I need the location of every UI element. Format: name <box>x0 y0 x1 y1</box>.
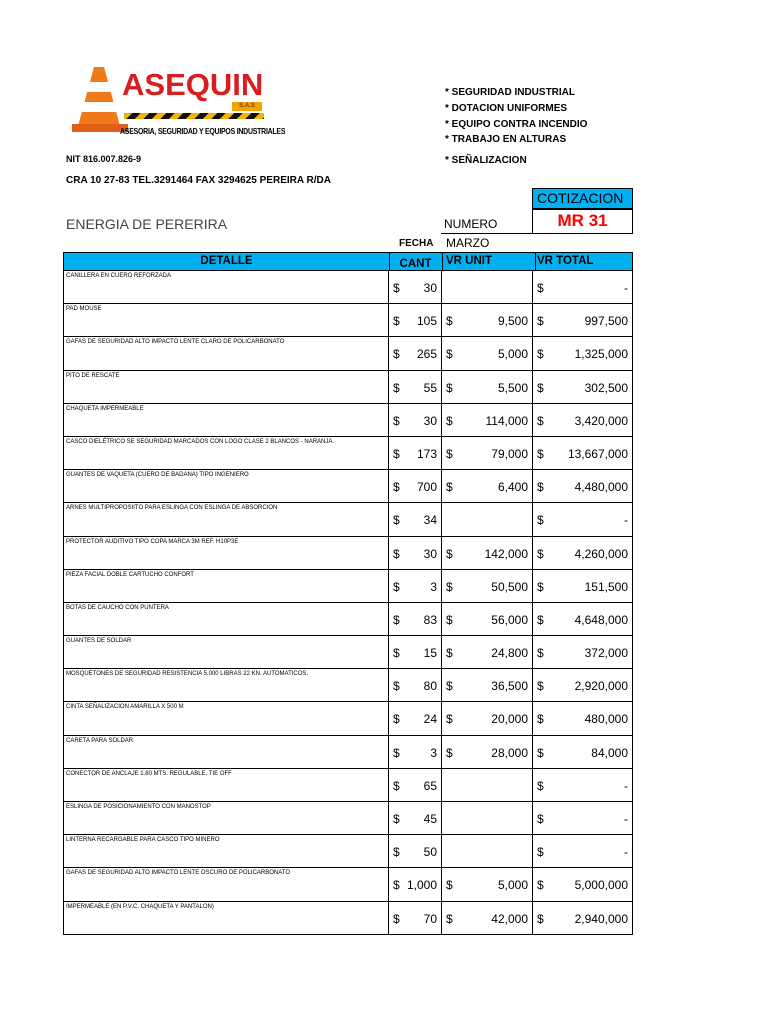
cell-vr-unit <box>442 702 533 734</box>
cell-cant-value: 105 <box>416 314 437 329</box>
cell-vr-total <box>533 570 632 602</box>
cell-vr-total-value: - <box>624 812 628 826</box>
table-row <box>63 371 633 404</box>
cell-cant <box>389 702 442 734</box>
cell-cant <box>389 835 442 867</box>
table-row <box>63 503 633 536</box>
cell-vr-unit <box>442 636 533 668</box>
currency-symbol: $ <box>446 745 453 760</box>
cell-vr-total <box>533 371 632 403</box>
cell-detalle: PAD MOUSE <box>64 304 389 336</box>
cell-detalle: GAFAS DE SEGURIDAD ALTO IMPACTO LENTE OSCURO DE POLICARBONATO <box>64 868 389 900</box>
cell-vr-unit <box>442 470 533 502</box>
cell-detalle: GAFAS DE SEGURIDAD ALTO IMPACTO LENTE CLARO DE POLICARBONATO <box>64 337 389 369</box>
cell-vr-unit <box>442 304 533 336</box>
currency-symbol: $ <box>446 679 453 694</box>
currency-symbol: $ <box>446 546 453 561</box>
cell-vr-unit-value: 50,500 <box>491 579 528 594</box>
cell-cant-value: 700 <box>416 480 437 495</box>
table-row <box>63 769 633 802</box>
cell-vr-unit <box>442 337 533 369</box>
quote-number-label: NUMERO <box>441 211 532 234</box>
cell-detalle: LINTERNA RECARGABLE PARA CASCO TIPO MINERO <box>64 835 389 867</box>
table-row <box>63 736 633 769</box>
cell-vr-total-value: - <box>624 845 628 860</box>
cell-vr-unit-value: 5,500 <box>497 380 528 395</box>
cell-cant-value: 15 <box>423 646 437 661</box>
currency-symbol: $ <box>393 314 400 329</box>
date-label: FECHA <box>399 238 434 249</box>
cell-cant-value: 265 <box>416 347 437 362</box>
cell-vr-unit <box>442 769 533 801</box>
service-item: * SEGURIDAD INDUSTRIAL <box>445 87 576 98</box>
cell-cant <box>389 868 442 900</box>
table-row <box>63 669 633 702</box>
table-row <box>63 570 633 603</box>
cell-vr-unit-value: 6,400 <box>497 480 528 495</box>
currency-symbol: $ <box>446 380 453 395</box>
quote-number: MR 31 <box>532 209 633 234</box>
company-address: CRA 10 27-83 TEL.3291464 FAX 3294625 PEREIRA R/DA <box>66 175 331 186</box>
cell-vr-unit <box>442 868 533 900</box>
cell-vr-total <box>533 537 632 569</box>
currency-symbol: $ <box>393 480 400 495</box>
currency-symbol: $ <box>537 612 544 627</box>
cell-vr-unit <box>442 802 533 834</box>
currency-symbol: $ <box>393 546 400 561</box>
cell-cant-value: 83 <box>423 612 437 627</box>
cell-vr-unit <box>442 437 533 469</box>
currency-symbol: $ <box>393 911 400 926</box>
service-item: * DOTACION UNIFORMES <box>445 103 568 114</box>
header-detalle: DETALLE <box>64 253 390 270</box>
currency-symbol: $ <box>393 281 400 295</box>
cell-cant-value: 30 <box>423 413 437 428</box>
cell-cant-value: 65 <box>423 778 437 793</box>
cell-vr-unit-value: 142,000 <box>484 546 528 561</box>
cell-vr-total <box>533 802 632 834</box>
currency-symbol: $ <box>446 612 453 627</box>
cell-vr-total <box>533 769 632 801</box>
cell-vr-unit <box>442 371 533 403</box>
currency-symbol: $ <box>393 380 400 395</box>
table-row <box>63 304 633 337</box>
cell-cant <box>389 470 442 502</box>
cell-detalle: MOSQUETONES DE SEGURIDAD RESISTENCIA 5.000 LIBRAS 22 KN. AUTOMATICOS. <box>64 669 389 701</box>
table-row <box>63 271 633 304</box>
cell-cant <box>389 802 442 834</box>
cell-vr-total-value: 4,648,000 <box>574 612 628 627</box>
company-nit: NIT 816.007.826-9 <box>66 154 142 164</box>
cell-vr-total-value: 4,480,000 <box>574 480 628 495</box>
cell-vr-unit <box>442 570 533 602</box>
cell-cant-value: 34 <box>423 513 437 528</box>
cell-vr-total <box>533 337 632 369</box>
currency-symbol: $ <box>393 878 400 893</box>
cell-vr-unit <box>442 669 533 701</box>
currency-symbol: $ <box>537 281 544 295</box>
cell-vr-total-value: 372,000 <box>584 646 628 661</box>
table-row <box>63 702 633 735</box>
currency-symbol: $ <box>393 712 400 727</box>
cell-vr-total-value: 2,920,000 <box>574 679 628 694</box>
cell-vr-total-value: 3,420,000 <box>574 413 628 428</box>
cell-vr-total <box>533 271 632 303</box>
cell-cant <box>389 636 442 668</box>
quote-title: COTIZACION <box>532 188 633 209</box>
cell-vr-unit <box>442 835 533 867</box>
currency-symbol: $ <box>537 314 544 329</box>
cell-cant-value: 24 <box>423 712 437 727</box>
currency-symbol: $ <box>537 579 544 594</box>
cell-detalle: PITO DE RESCATE <box>64 371 389 403</box>
cell-vr-unit-value: 28,000 <box>491 745 528 760</box>
table-row <box>63 868 633 901</box>
currency-symbol: $ <box>446 712 453 727</box>
cell-vr-unit <box>442 503 533 535</box>
cell-vr-unit <box>442 404 533 436</box>
currency-symbol: $ <box>537 347 544 362</box>
cell-detalle: PIEZA FACIAL DOBLE CARTUCHO CONFORT <box>64 570 389 602</box>
cell-vr-unit-value: 56,000 <box>491 612 528 627</box>
cell-cant <box>389 537 442 569</box>
currency-symbol: $ <box>393 347 400 362</box>
table-row <box>63 835 633 868</box>
currency-symbol: $ <box>446 579 453 594</box>
currency-symbol: $ <box>537 712 544 727</box>
service-item: * SEÑALIZACION <box>445 155 527 166</box>
currency-symbol: $ <box>537 911 544 926</box>
table-row <box>63 802 633 835</box>
cell-cant-value: 3 <box>430 579 437 594</box>
cell-cant-value: 1,000 <box>406 878 437 893</box>
cell-detalle: GUANTES DE VAQUETA (CUERO DE BADANA) TIPO INGENIERO <box>64 470 389 502</box>
currency-symbol: $ <box>393 778 400 793</box>
client-name: ENERGIA DE PERERIRA <box>66 216 228 232</box>
cell-vr-total-value: 2,940,000 <box>574 911 628 926</box>
cell-vr-unit-value: 20,000 <box>491 712 528 727</box>
cell-vr-unit-value: 9,500 <box>497 314 528 329</box>
table-row <box>63 337 633 370</box>
company-suffix: S.A.S <box>232 102 262 111</box>
cell-vr-unit <box>442 271 533 303</box>
cell-vr-unit <box>442 736 533 768</box>
cell-vr-total-value: - <box>624 281 628 295</box>
cell-vr-unit <box>442 603 533 635</box>
table-row <box>63 470 633 503</box>
currency-symbol: $ <box>537 646 544 661</box>
cell-cant-value: 45 <box>423 812 437 826</box>
cell-vr-total <box>533 603 632 635</box>
cell-vr-unit-value: 5,000 <box>497 878 528 893</box>
cell-vr-total-value: 1,325,000 <box>574 347 628 362</box>
cell-vr-unit-value: 36,500 <box>491 679 528 694</box>
cell-vr-unit <box>442 537 533 569</box>
currency-symbol: $ <box>446 446 453 461</box>
cell-cant <box>389 337 442 369</box>
service-item: * EQUIPO CONTRA INCENDIO <box>445 119 588 130</box>
hazard-stripe <box>124 113 264 119</box>
cell-vr-total-value: 84,000 <box>591 745 628 760</box>
cell-vr-total-value: - <box>624 778 628 793</box>
company-logo <box>70 64 286 144</box>
company-tagline: ASESORIA, SEGURIDAD Y EQUIPOS INDUSTRIALES <box>120 126 286 136</box>
cell-vr-unit <box>442 902 533 934</box>
cell-cant <box>389 437 442 469</box>
table-header <box>63 252 633 271</box>
cell-detalle: PROTECTOR AUDITIVO TIPO COPA MARCA 3M REF. H10P3E <box>64 537 389 569</box>
cell-vr-total-value: 151,500 <box>584 579 628 594</box>
currency-symbol: $ <box>393 679 400 694</box>
cell-detalle: ARNES MULTIPROPOSIITO PARA ESLINGA CON ESLINGA DE ABSORCION <box>64 503 389 535</box>
cell-cant <box>389 902 442 934</box>
cell-vr-unit-value: 79,000 <box>491 446 528 461</box>
cell-vr-total <box>533 437 632 469</box>
currency-symbol: $ <box>393 646 400 661</box>
cell-detalle: BOTAS DE CAUCHO CON PUNTERA <box>64 603 389 635</box>
currency-symbol: $ <box>537 812 544 826</box>
cell-vr-total-value: 5,000,000 <box>574 878 628 893</box>
currency-symbol: $ <box>537 446 544 461</box>
currency-symbol: $ <box>446 314 453 329</box>
table-body <box>63 271 633 935</box>
header-vr-total: VR TOTAL <box>537 255 594 267</box>
cell-cant-value: 50 <box>423 845 437 860</box>
cell-cant-value: 80 <box>423 679 437 694</box>
cell-cant <box>389 769 442 801</box>
currency-symbol: $ <box>537 878 544 893</box>
cell-detalle: CASCO DIELÉTRICO SE SEGURIDAD MARCADOS CON LOGO CLASE 2 BLANCOS - NARANJA. <box>64 437 389 469</box>
cell-cant <box>389 603 442 635</box>
table-row <box>63 902 633 935</box>
currency-symbol: $ <box>393 612 400 627</box>
cell-vr-total <box>533 404 632 436</box>
cell-vr-total-value: 480,000 <box>584 712 628 727</box>
cell-detalle: CARETA PARA SOLDAR <box>64 736 389 768</box>
cell-cant-value: 30 <box>423 281 437 295</box>
currency-symbol: $ <box>537 413 544 428</box>
cell-vr-total <box>533 636 632 668</box>
cell-cant <box>389 736 442 768</box>
cell-detalle: GUANTES DE SOLDAR <box>64 636 389 668</box>
date-value: MARZO <box>446 236 490 250</box>
cell-detalle: CHAQUETA IMPERMEABLE <box>64 404 389 436</box>
currency-symbol: $ <box>446 480 453 495</box>
currency-symbol: $ <box>393 446 400 461</box>
currency-symbol: $ <box>537 778 544 793</box>
cell-detalle: CONECTOR DE ANCLAJE 1.80 MTS. REGULABLE. TIE OFF <box>64 769 389 801</box>
cell-cant <box>389 371 442 403</box>
table-row <box>63 437 633 470</box>
currency-symbol: $ <box>393 413 400 428</box>
cell-vr-total <box>533 702 632 734</box>
cell-cant-value: 30 <box>423 546 437 561</box>
currency-symbol: $ <box>537 513 544 528</box>
table-row <box>63 636 633 669</box>
cell-vr-total-value: 4,260,000 <box>574 546 628 561</box>
currency-symbol: $ <box>393 745 400 760</box>
cell-cant <box>389 503 442 535</box>
cell-vr-unit-value: 42,000 <box>491 911 528 926</box>
cell-vr-total <box>533 470 632 502</box>
currency-symbol: $ <box>537 380 544 395</box>
cell-cant <box>389 570 442 602</box>
currency-symbol: $ <box>446 646 453 661</box>
currency-symbol: $ <box>537 845 544 860</box>
cell-detalle: IMPERMEABLE (EN P.V.C. CHAQUETA Y PANTALON) <box>64 902 389 934</box>
service-item: * TRABAJO EN ALTURAS <box>445 134 567 145</box>
cell-vr-total <box>533 902 632 934</box>
currency-symbol: $ <box>393 513 400 528</box>
cell-cant-value: 70 <box>423 911 437 926</box>
cell-detalle: CANILLERA EN CUERO REFORZADA <box>64 271 389 303</box>
currency-symbol: $ <box>446 413 453 428</box>
currency-symbol: $ <box>393 812 400 826</box>
cell-cant <box>389 304 442 336</box>
cell-vr-unit-value: 114,000 <box>485 413 528 428</box>
table-row <box>63 603 633 636</box>
currency-symbol: $ <box>393 845 400 860</box>
quote-table <box>63 252 633 935</box>
cell-vr-total <box>533 503 632 535</box>
table-row <box>63 537 633 570</box>
cell-cant-value: 173 <box>416 446 437 461</box>
currency-symbol: $ <box>446 347 453 362</box>
cell-vr-total <box>533 304 632 336</box>
currency-symbol: $ <box>537 546 544 561</box>
cell-cant-value: 55 <box>423 380 437 395</box>
cell-vr-total-value: 997,500 <box>584 314 628 329</box>
currency-symbol: $ <box>537 480 544 495</box>
cell-vr-total-value: 302,500 <box>584 380 628 395</box>
cell-detalle: ESLINGA DE POSICIONAMIENTO CON MANOSTOP <box>64 802 389 834</box>
table-row <box>63 404 633 437</box>
currency-symbol: $ <box>537 679 544 694</box>
cell-vr-total <box>533 736 632 768</box>
cell-vr-total-value: 13,667,000 <box>567 446 628 461</box>
cell-cant <box>389 669 442 701</box>
cell-vr-total <box>533 868 632 900</box>
currency-symbol: $ <box>537 745 544 760</box>
cell-cant-value: 3 <box>430 745 437 760</box>
company-name: ASEQUIN <box>122 67 264 102</box>
cell-cant <box>389 271 442 303</box>
cell-vr-total <box>533 835 632 867</box>
cell-vr-unit-value: 5,000 <box>497 347 528 362</box>
cell-detalle: CINTA SEÑALIZACION AMARILLA X 500 M <box>64 702 389 734</box>
currency-symbol: $ <box>393 579 400 594</box>
cell-cant <box>389 404 442 436</box>
cell-vr-unit-value: 24,800 <box>491 646 528 661</box>
cell-vr-total <box>533 669 632 701</box>
header-cant: CANT <box>389 253 443 270</box>
header-vr-unit: VR UNIT <box>443 253 536 270</box>
currency-symbol: $ <box>446 911 453 926</box>
currency-symbol: $ <box>446 878 453 893</box>
cell-vr-total-value: - <box>624 513 628 528</box>
